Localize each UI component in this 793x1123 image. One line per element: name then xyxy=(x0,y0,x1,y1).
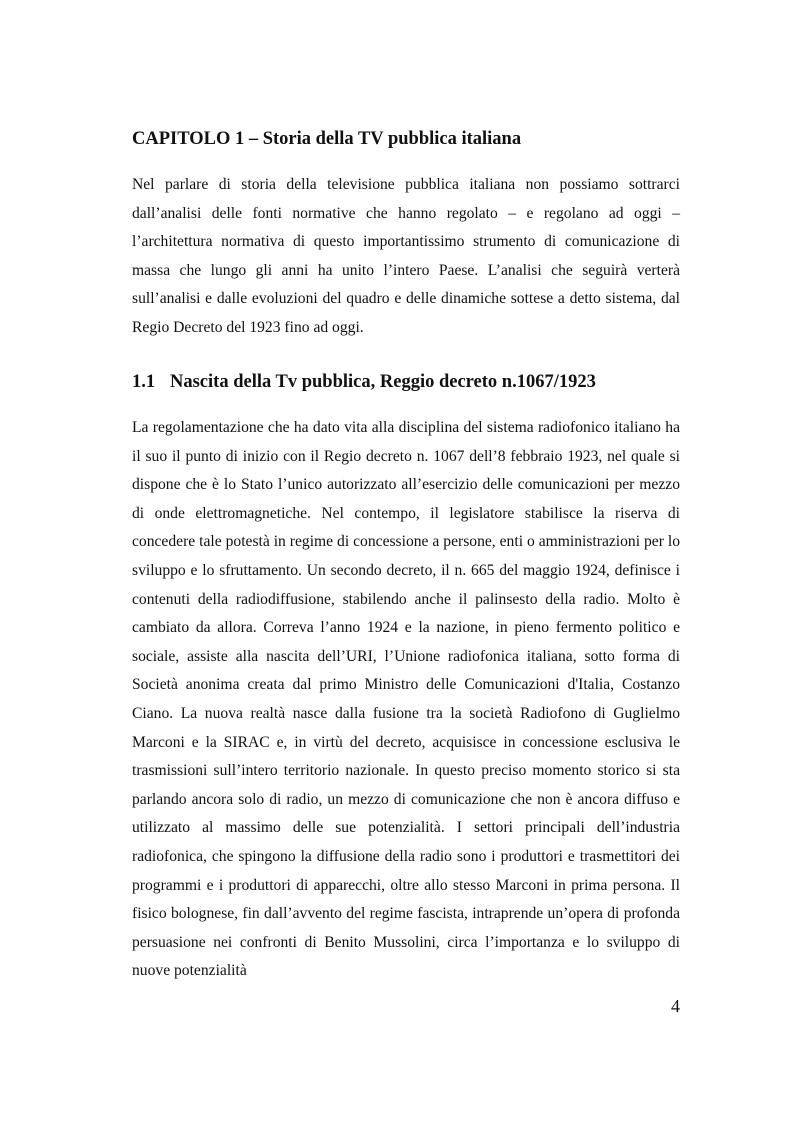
intro-paragraph: Nel parlare di storia della televisione pubblica italiana non possiamo sottrarci dall’analisi delle fonti normative che hanno regolato – e regolano ad oggi – l’architettura normativa di questo importantissimo strumento di comunicazione di massa che lungo gli anni ha unito l’intero Paese. L’analisi che seguirà verterà sull’analisi e dalle evoluzioni del quadro e delle dinamiche sottese a detto sistema, dal Regio Decreto del 1923 fino ad oggi. xyxy=(132,176,680,336)
section-title: Nascita della Tv pubblica, Reggio decreto n.1067/1923 xyxy=(170,372,596,392)
page-number: 4 xyxy=(671,996,680,1016)
chapter-title: CAPITOLO 1 – Storia della TV pubblica italiana xyxy=(132,129,522,149)
section-paragraph: La regolamentazione che ha dato vita alla disciplina del sistema radiofonico italiano ha il suo il punto di inizio con il Regio decreto n. 1067 dell’8 febbraio 1923, nel quale si dispone che è lo Stato l’unico autorizzato all’esercizio delle comunicazioni per mezzo di onde elettromagnetiche. Nel contempo, il legislatore stabilisce la riserva di concedere tale potestà in regime di concessione a persone, enti o amministrazioni per lo sviluppo e lo sfruttamento. Un secondo decreto, il n. 665 del maggio 1924, definisce i contenuti della radiodiffusione, stabilendo anche il palinsesto della radio. Molto è cambiato da allora. Correva l’anno 1924 e la nazione, in pieno fermento politico e sociale, assiste alla nascita dell’URI, l’Unione radiofonica italiana, sotto forma di Società anonima creata dal primo Ministro delle Comunicazioni d'Italia, Costanzo Ciano. La nuova realtà nasce dalla fusione tra la società Radiofono di Guglielmo Marconi e la SIRAC e, in virtù del decreto, acquisisce in concessione esclusiva le trasmissioni sull’intero territorio nazionale. In questo preciso momento storico si sta parlando ancora solo di radio, un mezzo di comunicazione che non è ancora diffuso e utilizzato al massimo delle sue potenzialità. I settori principali dell’industria radiofonica, che spingono la diffusione della radio sono i produttori e trasmettitori dei programmi e i produttori di apparecchi, oltre allo stesso Marconi in prima persona. Il fisico bolognese, fin dall’avvento del regime fascista, intraprende un’opera di profonda persuasione nei confronti di Benito Mussolini, circa l’importanza e lo sviluppo di nuove potenzialità xyxy=(132,419,680,980)
section-number: 1.1 xyxy=(132,372,156,392)
section-heading xyxy=(132,368,680,396)
